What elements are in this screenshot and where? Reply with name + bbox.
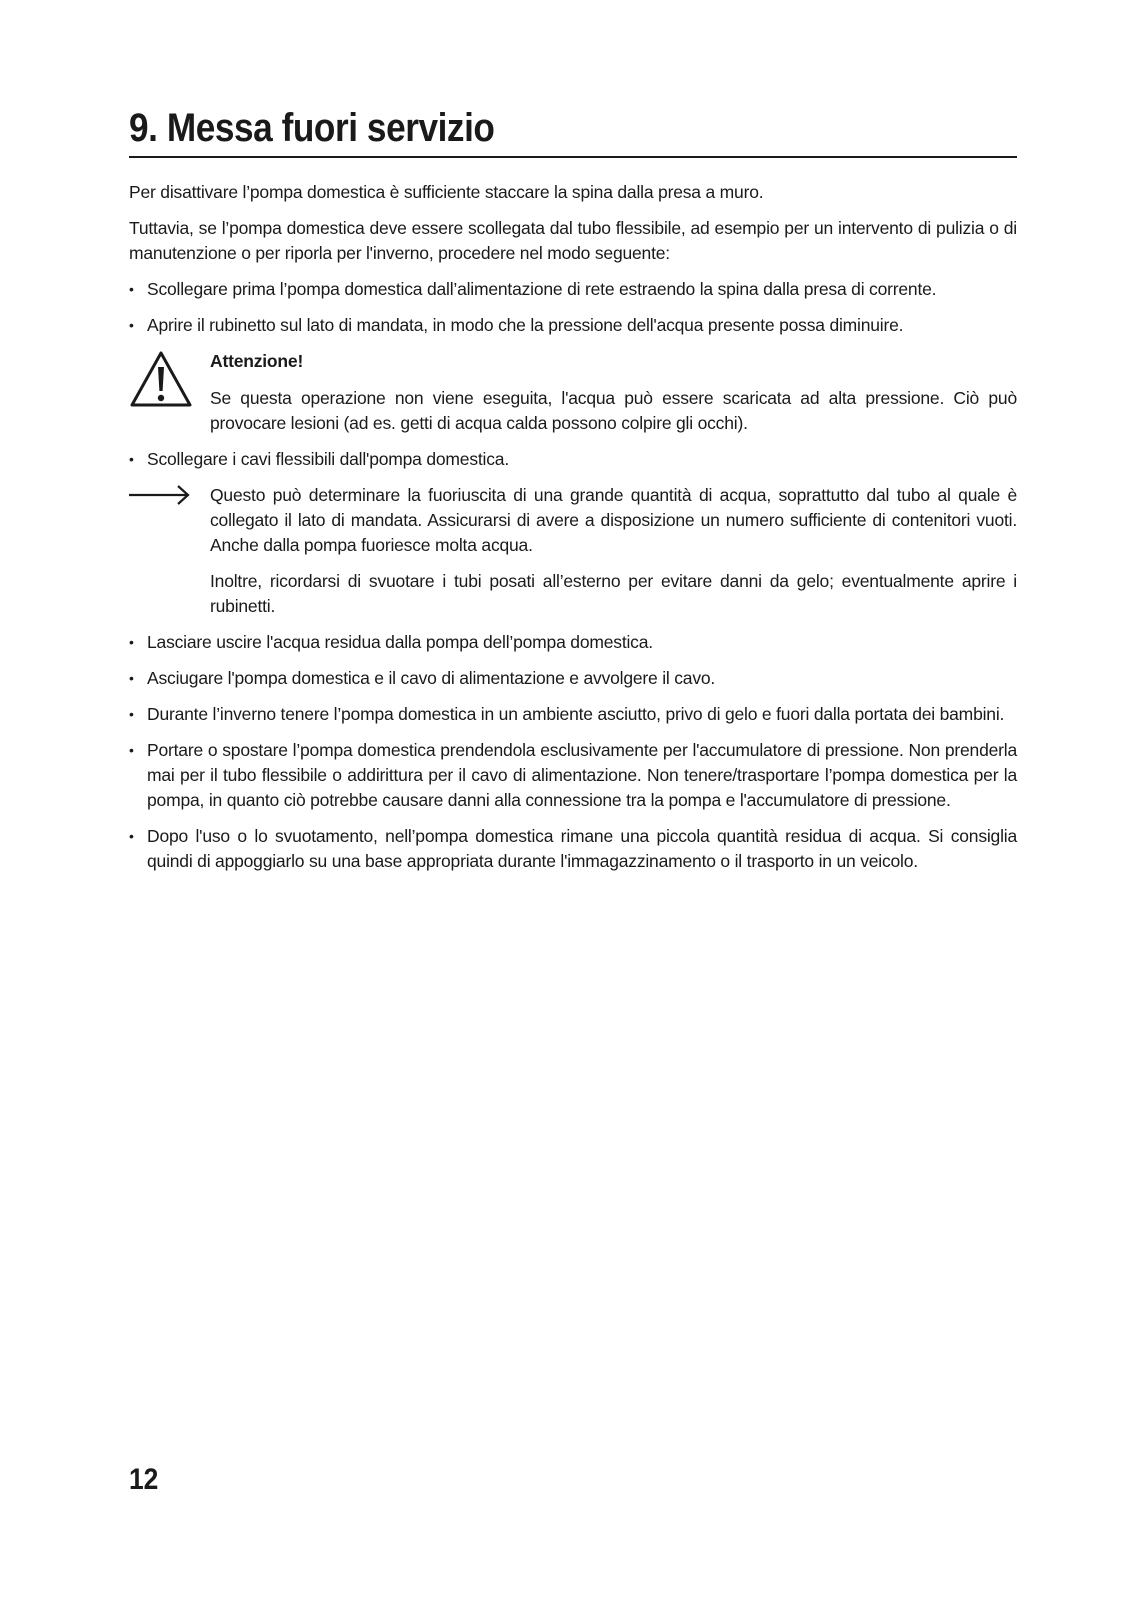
intro-paragraph: Per disattivare l’pompa domestica è sufficiente staccare la spina dalla presa a muro. <box>129 182 764 202</box>
intro-paragraph: Tuttavia, se l’pompa domestica deve essere scollegata dal tubo flessibile, ad esempio per un intervento di pulizia o di manutenzione o per riporla per l'inverno, procedere nel modo seguente: <box>129 218 1017 263</box>
warning-triangle-icon <box>129 349 193 416</box>
note-paragraph: Questo può determinare la fuoriuscita di una grande quantità di acqua, soprattutto dal tubo al quale è collegato il lato di mandata. Assicurarsi di avere a disposizione un numero sufficiente di contenitori vuoti. Anche dalla pompa fuoriesce molta acqua. <box>210 485 1017 555</box>
list-item: • Lasciare uscire l'acqua residua dalla pompa dell’pompa domestica. <box>129 630 1017 655</box>
warning-text: Se questa operazione non viene eseguita, l'acqua può essere scaricata ad alta pressione. Ciò può provocare lesioni (ad es. getti di acqua calda possono colpire gli occhi). <box>210 388 1017 433</box>
note-callout <box>129 483 1017 619</box>
list-item: • Dopo l'uso o lo svuotamento, nell’pompa domestica rimane una piccola quantità residua di acqua. Si consiglia quindi di appoggiarlo su una base appropriata durante l'immagazzinamento o il trasporto in un veicolo. <box>129 824 1017 874</box>
section-body <box>129 180 1017 885</box>
heading-rule <box>129 156 1017 158</box>
warning-callout <box>129 349 1017 436</box>
list-item: • Aprire il rubinetto sul lato di mandata, in modo che la pressione dell'acqua presente possa diminuire. <box>129 313 1017 338</box>
list-item: • Asciugare l'pompa domestica e il cavo di alimentazione e avvolgere il cavo. <box>129 666 1017 691</box>
warning-title: Attenzione! <box>210 351 304 371</box>
list-item: • Scollegare i cavi flessibili dall'pompa domestica. <box>129 447 1017 472</box>
note-paragraph: Inoltre, ricordarsi di svuotare i tubi posati all’esterno per evitare danni da gelo; eventualmente aprire i rubinetti. <box>210 571 1017 616</box>
arrow-right-icon <box>129 481 191 516</box>
page-number: 12 <box>129 1463 159 1496</box>
list-item: • Scollegare prima l’pompa domestica dall’alimentazione di rete estraendo la spina dalla presa di corrente. <box>129 277 1017 302</box>
section-heading: 9. Messa fuori servizio <box>129 106 495 150</box>
list-item: • Durante l’inverno tenere l’pompa domestica in un ambiente asciutto, privo di gelo e fuori dalla portata dei bambini. <box>129 702 1017 727</box>
list-item: • Portare o spostare l’pompa domestica prendendola esclusivamente per l'accumulatore di pressione. Non prenderla mai per il tubo flessibile o addirittura per il cavo di alimentazione. Non tenere/trasportare l’pompa domestica per la pompa, in quanto ciò potrebbe causare danni alla connessione tra la pompa e l'accumulatore di pressione. <box>129 738 1017 813</box>
